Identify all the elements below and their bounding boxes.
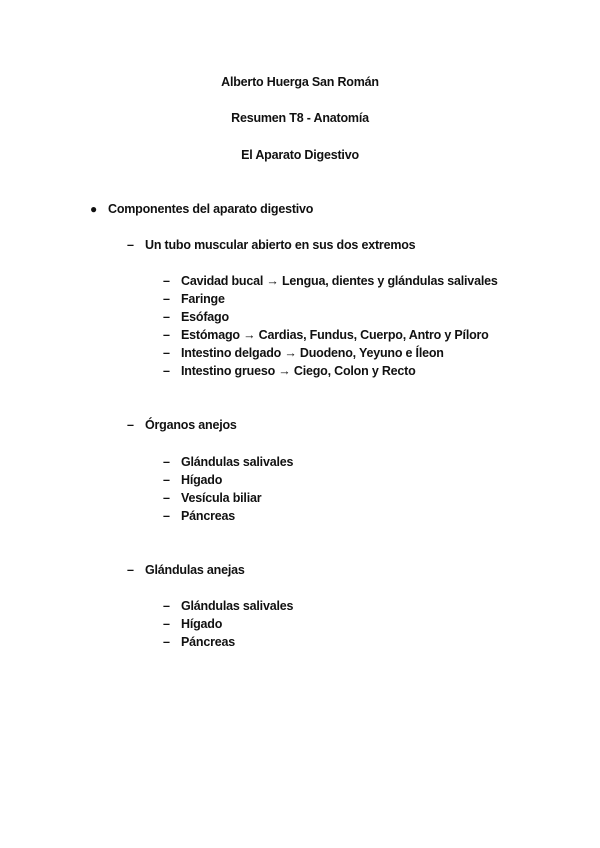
dash-icon: – [163,364,170,378]
list-item: Vesícula biliar [181,491,262,505]
section-label: Un tubo muscular abierto en sus dos extremos [145,238,416,252]
dash-icon: – [163,473,170,487]
document-subtitle: Resumen T8 - Anatomía [231,111,369,125]
list-item: Intestino grueso → Ciego, Colon y Recto [181,364,416,378]
list-item: Hígado [181,617,223,631]
section-label: Órganos anejos [145,418,237,432]
dash-icon: – [163,455,170,469]
list-item: Cavidad bucal → Lengua, dientes y glándulas salivales [181,274,498,288]
dash-icon: – [127,563,134,577]
dash-icon: – [163,635,170,649]
document-title: El Aparato Digestivo [241,148,359,162]
list-item: Páncreas [181,635,235,649]
list-item: Intestino delgado → Duodeno, Yeyuno e Íleon [181,346,444,360]
dash-icon: – [127,418,134,432]
main-list-item: Componentes del aparato digestivo [108,202,314,216]
list-item: Glándulas salivales [181,455,294,469]
list-item: Hígado [181,473,223,487]
list-item: Glándulas salivales [181,599,294,613]
dash-icon: – [163,491,170,505]
list-item: Faringe [181,292,225,306]
dash-icon: – [163,328,170,342]
bullet-icon: ● [90,202,98,216]
dash-icon: – [163,617,170,631]
dash-icon: – [163,346,170,360]
dash-icon: – [163,310,170,324]
dash-icon: – [163,509,170,523]
dash-icon: – [163,292,170,306]
list-item: Esófago [181,310,229,324]
author-name: Alberto Huerga San Román [221,75,379,89]
dash-icon: – [163,599,170,613]
dash-icon: – [127,238,134,252]
dash-icon: – [163,274,170,288]
list-item: Estómago → Cardias, Fundus, Cuerpo, Antro y Píloro [181,328,489,342]
list-item: Páncreas [181,509,235,523]
section-label: Glándulas anejas [145,563,245,577]
